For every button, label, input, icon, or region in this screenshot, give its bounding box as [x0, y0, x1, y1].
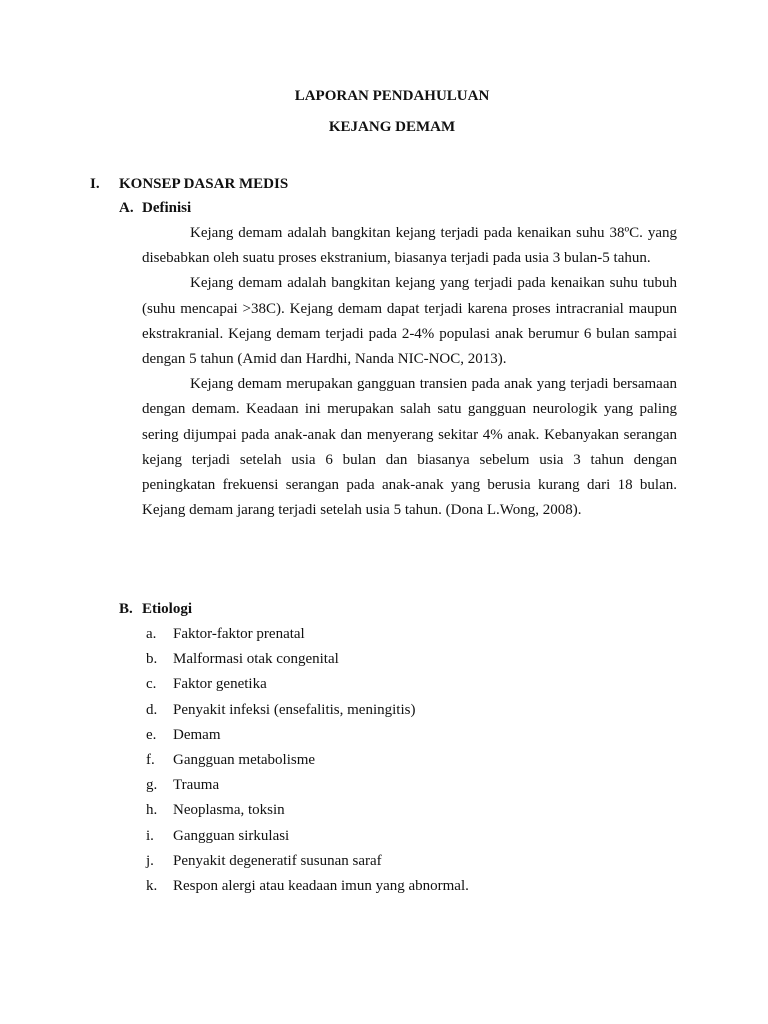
etiologi-list	[146, 624, 469, 901]
list-item-text: Neoplasma, toksin	[173, 802, 285, 819]
list-item	[146, 725, 469, 750]
list-marker: a.	[146, 626, 157, 642]
list-marker: c.	[146, 676, 157, 693]
list-item-text: Demam	[173, 726, 221, 743]
list-item	[146, 851, 469, 876]
list-item	[146, 750, 469, 775]
list-item-text: Penyakit infeksi (ensefalitis, meningitis)	[173, 701, 416, 718]
list-item-text: Gangguan metabolisme	[173, 751, 316, 768]
subsection-a-marker: A.	[119, 200, 134, 216]
subsection-b-marker: B.	[119, 601, 133, 617]
definisi-body	[142, 221, 677, 523]
subsection-b-title: Etiologi	[142, 601, 193, 617]
list-marker: b.	[146, 651, 158, 668]
document-title: LAPORAN PENDAHULUAN	[294, 88, 490, 104]
list-item	[146, 826, 469, 851]
list-item	[146, 800, 469, 825]
list-item	[146, 775, 469, 800]
subsection-a-title: Definisi	[142, 200, 192, 216]
list-item-text: Gangguan sirkulasi	[173, 827, 290, 844]
list-item	[146, 700, 469, 725]
list-marker: i.	[146, 827, 154, 844]
section-number: I.	[90, 176, 100, 192]
list-marker: g.	[146, 777, 158, 794]
list-item	[146, 649, 469, 674]
list-marker: d.	[146, 701, 158, 718]
list-item	[146, 624, 469, 649]
list-item-text: Malformasi otak congenital	[173, 651, 339, 668]
list-item-text: Faktor-faktor prenatal	[173, 626, 305, 642]
document-subtitle: KEJANG DEMAM	[328, 119, 456, 135]
list-item-text: Respon alergi atau keadaan imun yang abnormal.	[173, 877, 469, 894]
list-marker: k.	[146, 877, 158, 894]
list-marker: f.	[146, 751, 155, 768]
list-marker: j.	[146, 852, 154, 869]
section-title: KONSEP DASAR MEDIS	[119, 176, 289, 192]
list-marker: h.	[146, 802, 158, 819]
definisi-paragraph-3: Kejang demam merupakan gangguan transien pada anak yang terjadi bersamaan dengan demam. Keadaan ini merupakan salah satu gangguan neurologik yang paling sering dijumpai pada anak-anak dan menyerang sekitar 4% anak. Kebanyakan serangan kejang terjadi setelah usia 6 bulan dan biasanya sebelum usia 3 tahun dengan peningkatan frekuensi serangan pada anak-anak yang berusia kurang dari 18 bulan. Kejang demam jarang terjadi setelah usia 5 tahun. (Dona L.Wong, 2008).	[142, 376, 677, 519]
list-marker: e.	[146, 726, 157, 743]
list-item-text: Faktor genetika	[173, 676, 267, 693]
list-item	[146, 876, 469, 901]
definisi-paragraph-1: Kejang demam adalah bangkitan kejang terjadi pada kenaikan suhu 38ºC. yang disebabkan oleh suatu proses ekstranium, biasanya terjadi pada usia 3 bulan-5 tahun.	[142, 225, 677, 267]
list-item-text: Penyakit degeneratif susunan saraf	[173, 852, 382, 869]
definisi-paragraph-2: Kejang demam adalah bangkitan kejang yang terjadi pada kenaikan suhu tubuh (suhu mencapai >38C). Kejang demam dapat terjadi karena proses intracranial maupun ekstrakranial. Kejang demam terjadi pada 2-4% populasi anak berumur 6 bulan sampai dengan 5 tahun (Amid dan Hardhi, Nanda NIC-NOC, 2013).	[142, 275, 677, 368]
list-item-text: Trauma	[173, 777, 220, 794]
list-item	[146, 674, 469, 699]
